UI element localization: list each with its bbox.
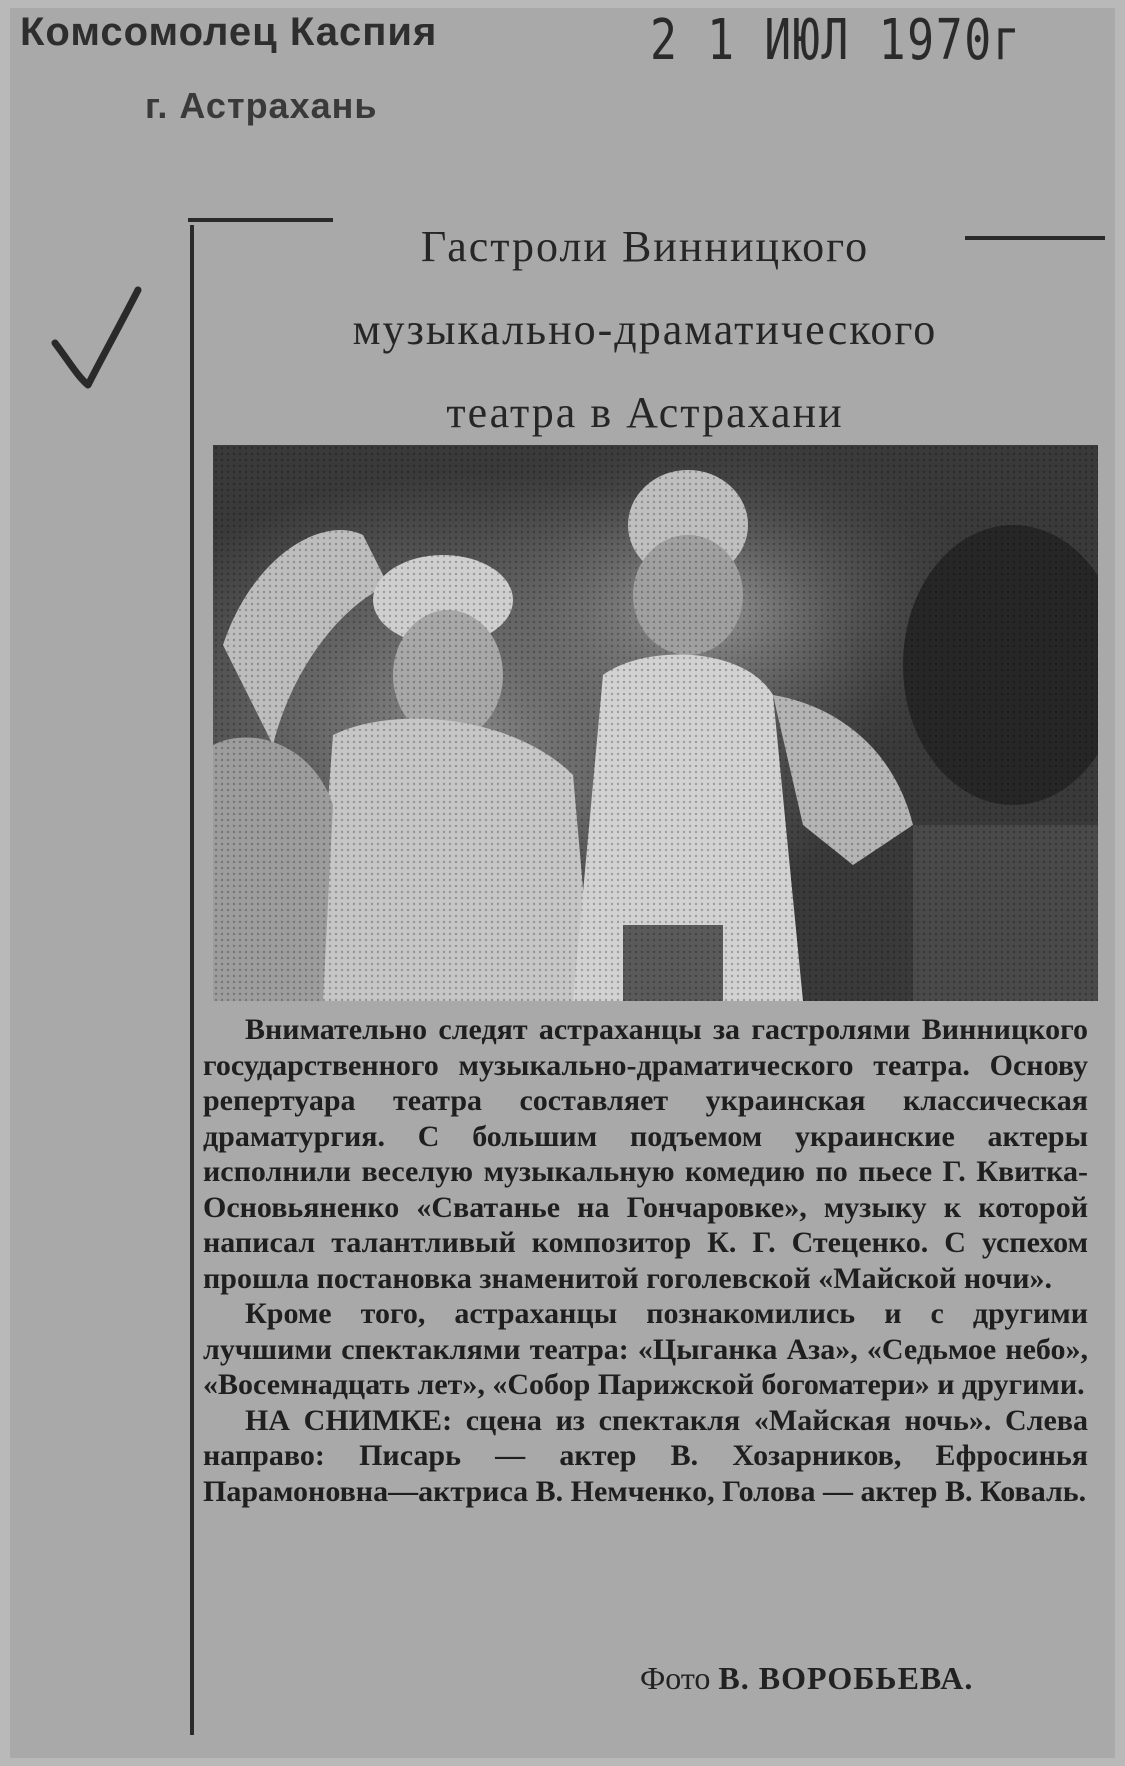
photo-credit	[640, 1660, 973, 1697]
article-paragraph: Кроме того, астраханцы познакомились и с другими лучшими спектаклями театра: «Цыганка Аза», «Седьмое небо», «Восемнадцать лет», «Собор Парижской богоматери» и другими.	[203, 1297, 1088, 1401]
frame-rule-left	[190, 225, 194, 1735]
handwritten-checkmark-icon	[50, 285, 150, 405]
article-body	[203, 1012, 1088, 1509]
headline-line: театра в Астрахани	[446, 388, 844, 437]
date-stamp: 2 1 ИЮЛ 1970г	[650, 8, 1022, 73]
photo-caption: НА СНИМКЕ: сцена из спектакля «Майская ночь». Слева направо: Писарь — актер В. Хозарников, Ефросинья Парамоновна—актриса В. Немченко, Голова — актер В. Коваль.	[203, 1403, 1088, 1508]
headline-line: музыкально-драматического	[352, 305, 938, 354]
photo-credit-name: В. ВОРОБЬЕВА.	[718, 1660, 974, 1696]
article-headline	[230, 205, 1060, 454]
stage-photo	[213, 445, 1098, 1001]
city-stamp: г. Астрахань	[145, 85, 378, 126]
photo-credit-prefix: Фото	[640, 1660, 711, 1696]
article-paragraph: Внимательно следят астраханцы за гастролями Винницкого государственного музыкально-драматического театра. Основу репертуара театра составляет украинская классическая драматургия. С большим подъемом украинские актеры исполнили веселую музыкальную комедию по пьесе Г. Квитка-Основьяненко «Сватанье на Гончаровке», музыку к которой написал талантливый композитор К. Г. Стеценко. С успехом прошла постановка знаменитой гоголевской «Майской ночи».	[203, 1013, 1088, 1295]
headline-line: Гастроли Винницкого	[420, 222, 870, 271]
newspaper-name-stamp: Комсомолец Каспия	[20, 10, 438, 54]
